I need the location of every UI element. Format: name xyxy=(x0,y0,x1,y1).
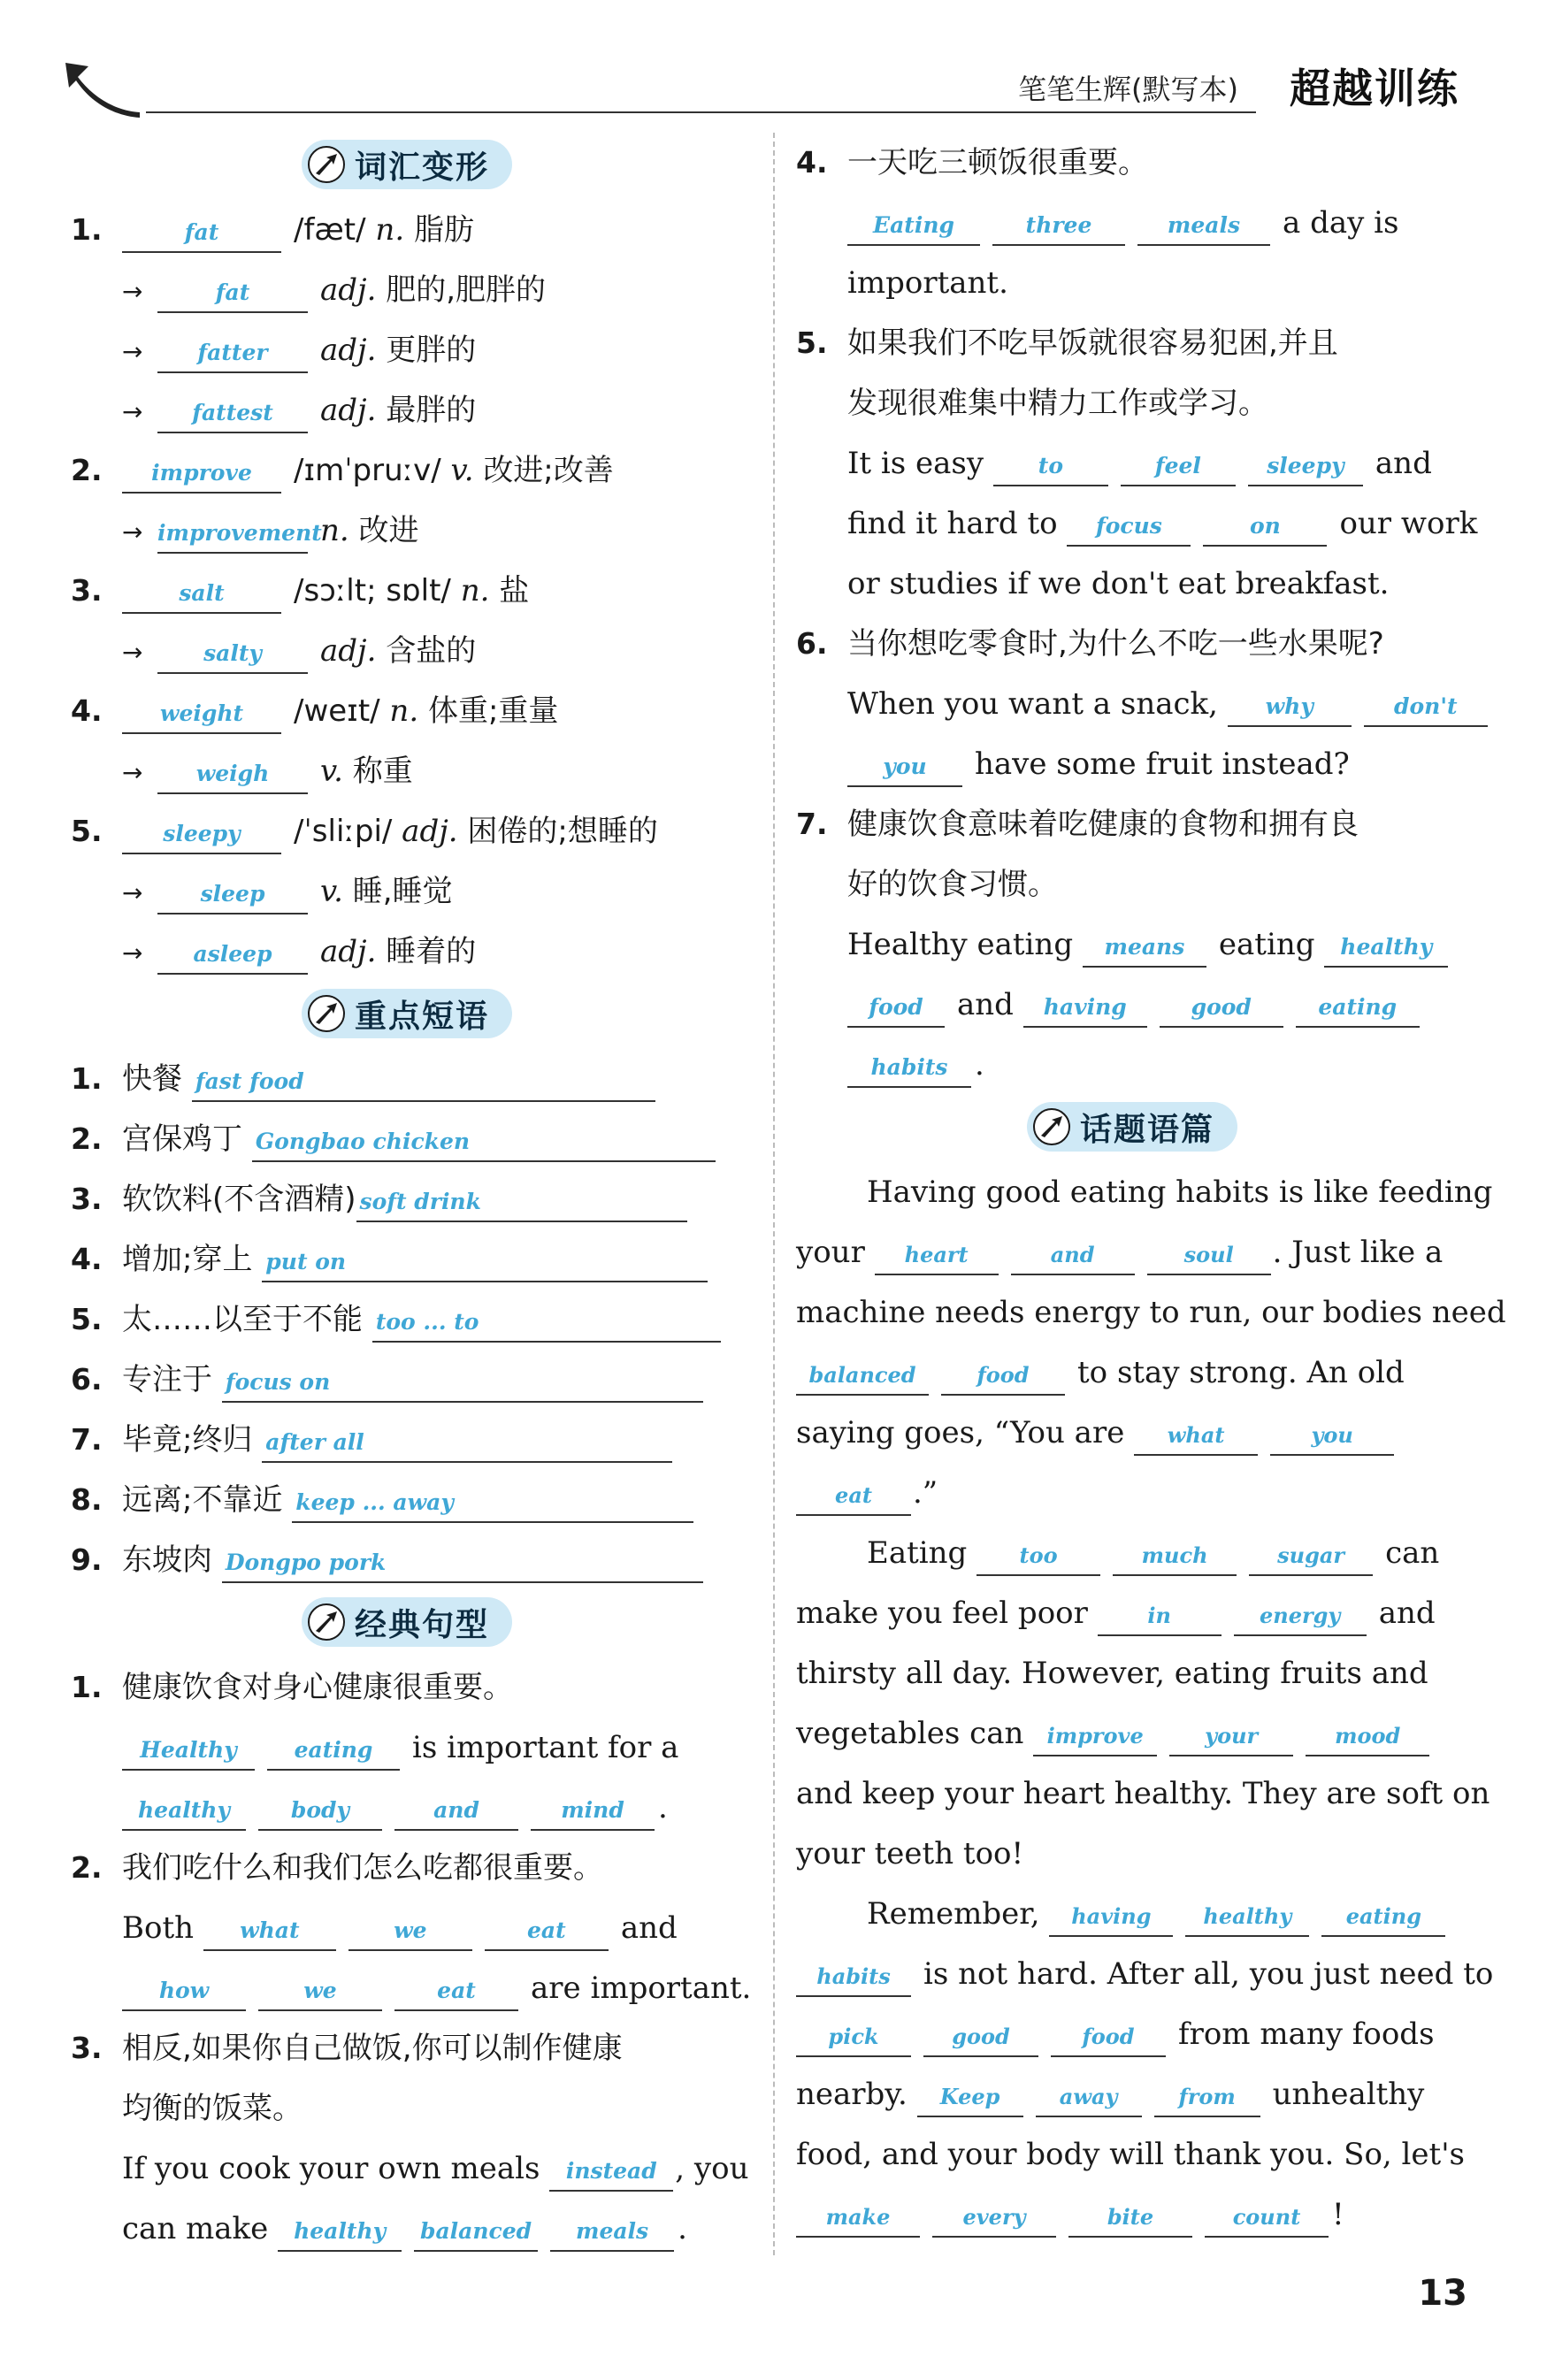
answer-blank[interactable]: too xyxy=(976,1534,1100,1576)
answer-blank[interactable]: keep ... away xyxy=(292,1481,693,1523)
header-rule xyxy=(146,111,1256,113)
sentence-item: 3. 相反,如果你自己做饭,你可以制作健康 xyxy=(71,2031,623,2066)
answer-blank[interactable]: sugar xyxy=(1249,1534,1373,1576)
answer-blank[interactable]: don't xyxy=(1364,685,1488,727)
answer-blank[interactable]: Healthy xyxy=(122,1728,255,1771)
section-title-sentences: 经典句型 xyxy=(71,1596,743,1649)
vocab-derivative: → fatter adj. 更胖的 xyxy=(71,320,743,380)
answer-blank[interactable]: pick xyxy=(796,2015,911,2057)
answer-blank[interactable]: Dongpo pork xyxy=(222,1541,703,1583)
answer-blank[interactable]: weigh xyxy=(157,752,308,794)
vocab-derivative: → fattest adj. 最胖的 xyxy=(71,380,743,440)
answer-blank[interactable]: what xyxy=(1134,1413,1258,1456)
sentence-item: 2. 我们吃什么和我们怎么吃都很重要。 xyxy=(71,1850,603,1886)
answer-blank[interactable]: we xyxy=(348,1909,472,1951)
left-column: 词汇变形 1. fat /fæt/ n. 脂肪 → fat adj. 肥的,肥胖的 → fatter adj. 更胖的 → fattest adj. 最胖的 2. improve /ɪmˈpruːv/ v. 改进;改善 → improvementn. 改进 3. salt /sɔːlt; sɒlt/ n. 盐 → salty adj. 含盐的 4. weight /weɪt/ n. 体重;重量 → weigh v. 称重 5. sleepy /ˈsliːpi/ adj. 困倦的;想睡的 → sleep v. 睡,睡觉 → asleep adj. 睡着的 重点短语 1. 快餐 fast food 2. 宫保鸡丁 Gongbao chicken 3. 软饮料(不含酒精) soft drink 4. 增加;穿上 put on 5. 太……以至于不能 too ... to 6. 专注于 focus on 7. 毕竟;终归 after all 8. 远离;不靠近 keep ... away 9. 东坡肉 Dongpo pork 经典句型 1. 健康饮食对身心健康很重要。 Healthy eating is important for a healthy body and mind . 2. 我们吃什么和我们怎么吃都很重要。 Both what we eat and how we eat are important. 3. 相反,如果你自己做饭,你可以制作健康 均衡的饭菜。 If you cook your own meals instead , you can make healthy balanced meals . xyxy=(71,133,743,2259)
answer-blank[interactable]: and xyxy=(394,1788,518,1831)
arrow-badge-icon xyxy=(1032,1107,1071,1146)
answer-blank[interactable]: how xyxy=(122,1969,246,2011)
answer-blank[interactable]: eat xyxy=(394,1969,518,2011)
answer-blank[interactable]: asleep xyxy=(157,932,308,975)
sentence-item: 4. 一天吃三顿饭很重要。 xyxy=(796,145,1148,180)
series-title: 超越训练 xyxy=(1290,65,1459,112)
answer-blank[interactable]: energy xyxy=(1234,1594,1367,1636)
answer-blank[interactable]: put on xyxy=(262,1240,708,1282)
answer-blank[interactable]: make xyxy=(796,2195,920,2238)
passage-paragraph: Eating too much sugar can make you feel poor in energy and thirsty all day. However, eating fruits and vegetables can improve your mood and keep your heart healthy. They are soft on your teeth too! xyxy=(796,1535,1490,1871)
answer-blank[interactable]: salt xyxy=(122,571,281,614)
phrase-item: 6. 专注于 focus on xyxy=(71,1350,743,1410)
answer-blank[interactable]: habits xyxy=(847,1045,971,1088)
answer-blank[interactable]: why xyxy=(1228,685,1352,727)
right-column: 4. 一天吃三顿饭很重要。 Eating three meals a day is important. 5. 如果我们不吃早饭就很容易犯困,并且 发现很难集中精力工作或学习。 It is easy to feel sleepy and find it hard to focus on our work or studies if we don't eat breakfast. 6. 当你想吃零食时,为什么不吃一些水果呢? When you want a snack, why don't you have some fruit instead? 7. 健康饮食意味着吃健康的食物和拥有良 好的饮食习惯。 Healthy eating means eating healthy food and having good eating habits . 话题语篇 Having good eating habits is like feeding your heart and soul . Just like a machine needs energy to run, our bodies need balanced food to stay strong. An old saying goes, “You are what you eat .” Eating too much sugar can make you feel poor in energy and thirsty all day. However, eating fruits and vegetables can improve your mood and keep your heart healthy. They are soft on your teeth too! Remember, having healthy eating habits is not hard. After all, you just need to pick good food from many foods nearby. Keep away from unhealthy food, and your body will thank you. So, let's make every bite count ! xyxy=(796,133,1468,2245)
arrow-badge-icon xyxy=(307,145,346,184)
answer-blank[interactable]: your xyxy=(1169,1714,1293,1756)
phrase-item: 5. 太……以至于不能 too ... to xyxy=(71,1289,743,1350)
answer-blank[interactable]: eating xyxy=(1296,985,1420,1028)
sentence-item: 1. 健康饮食对身心健康很重要。 xyxy=(71,1670,513,1705)
section-title-phrases: 重点短语 xyxy=(71,987,743,1040)
answer-blank[interactable]: balanced xyxy=(414,2209,538,2252)
answer-blank[interactable]: good xyxy=(1160,985,1283,1028)
phrase-item: 7. 毕竟;终归 after all xyxy=(71,1410,743,1470)
book-title: 笔笔生辉(默写本) xyxy=(1018,73,1238,106)
answer-blank[interactable]: meals xyxy=(1137,203,1270,246)
right-arrow-icon: → xyxy=(122,878,143,907)
answer-blank[interactable]: we xyxy=(258,1969,382,2011)
sentence-item: 5. 如果我们不吃早饭就很容易犯困,并且 xyxy=(796,325,1338,361)
answer-blank[interactable]: three xyxy=(992,203,1125,246)
answer-blank[interactable]: feel xyxy=(1121,444,1236,486)
answer-blank[interactable]: Keep xyxy=(917,2075,1023,2117)
vocab-derivative: → asleep adj. 睡着的 xyxy=(71,922,743,982)
answer-blank[interactable]: after all xyxy=(262,1420,672,1463)
section-title-vocab: 词汇变形 xyxy=(71,138,743,191)
right-arrow-icon: → xyxy=(122,277,143,306)
right-arrow-icon: → xyxy=(122,337,143,366)
answer-blank[interactable]: heart xyxy=(875,1233,999,1275)
answer-blank[interactable]: and xyxy=(1011,1233,1135,1275)
answer-blank[interactable]: means xyxy=(1083,925,1206,968)
vocab-derivative: → salty adj. 含盐的 xyxy=(71,621,743,681)
answer-blank[interactable]: much xyxy=(1113,1534,1237,1576)
answer-blank[interactable]: salty xyxy=(157,631,308,674)
answer-blank[interactable]: eat xyxy=(485,1909,609,1951)
answer-blank[interactable]: good xyxy=(923,2015,1038,2057)
answer-blank[interactable]: mind xyxy=(531,1788,655,1831)
answer-blank[interactable]: fattest xyxy=(157,391,308,433)
answer-blank[interactable]: healthy xyxy=(1185,1894,1309,1937)
column-divider xyxy=(773,133,775,2255)
answer-blank[interactable]: improve xyxy=(122,451,281,494)
phrase-item: 3. 软饮料(不含酒精) soft drink xyxy=(71,1169,743,1229)
sentence-item: 7. 健康饮食意味着吃健康的食物和拥有良 xyxy=(796,807,1359,842)
answer-blank[interactable]: away xyxy=(1036,2075,1142,2117)
answer-blank[interactable]: count xyxy=(1205,2195,1329,2238)
swoosh-arrow-icon xyxy=(62,57,142,119)
right-arrow-icon: → xyxy=(122,938,143,968)
answer-blank[interactable]: having xyxy=(1023,985,1147,1028)
answer-blank[interactable]: focus on xyxy=(222,1360,703,1403)
vocab-derivative: → improvementn. 改进 xyxy=(71,501,743,561)
vocab-item: 4. weight /weɪt/ n. 体重;重量 xyxy=(71,681,743,741)
answer-blank[interactable]: eating xyxy=(267,1728,400,1771)
answer-blank[interactable]: Eating xyxy=(847,203,980,246)
arrow-badge-icon xyxy=(307,994,346,1033)
answer-blank[interactable]: fat xyxy=(157,271,308,313)
vocab-item: 5. sleepy /ˈsliːpi/ adj. 困倦的;想睡的 xyxy=(71,801,743,861)
answer-blank[interactable]: what xyxy=(203,1909,336,1951)
answer-blank[interactable]: from xyxy=(1154,2075,1260,2117)
phrase-item: 8. 远离;不靠近 keep ... away xyxy=(71,1470,743,1530)
answer-blank[interactable]: sleepy xyxy=(122,812,281,854)
answer-blank[interactable]: eat xyxy=(796,1473,911,1516)
vocab-derivative: → weigh v. 称重 xyxy=(71,741,743,801)
answer-blank[interactable]: sleep xyxy=(157,872,308,915)
answer-blank[interactable]: sleepy xyxy=(1248,444,1363,486)
right-arrow-icon: → xyxy=(122,397,143,426)
answer-blank[interactable]: soft drink xyxy=(356,1180,687,1222)
answer-blank[interactable]: eating xyxy=(1321,1894,1445,1937)
answer-blank[interactable]: healthy xyxy=(1324,925,1448,968)
sentence-item: 6. 当你想吃零食时,为什么不吃一些水果呢? xyxy=(796,626,1384,662)
answer-blank[interactable]: improve xyxy=(1033,1714,1157,1756)
answer-blank[interactable]: instead xyxy=(549,2149,673,2192)
phrase-item: 9. 东坡肉 Dongpo pork xyxy=(71,1530,743,1590)
answer-blank[interactable]: bite xyxy=(1068,2195,1192,2238)
page-number: 13 xyxy=(1418,2273,1467,2314)
vocab-derivative: → fat adj. 肥的,肥胖的 xyxy=(71,260,743,320)
answer-blank[interactable]: fatter xyxy=(157,331,308,373)
answer-blank[interactable]: fat xyxy=(122,210,281,253)
passage-paragraph: Remember, having healthy eating habits is not hard. After all, you just need to pick good food from many foods nearby. Keep away from unhealthy food, and your body will thank you. So, let's make every bite count ! xyxy=(796,1884,1468,2245)
vocab-item: 2. improve /ɪmˈpruːv/ v. 改进;改善 xyxy=(71,440,743,501)
answer-blank[interactable]: on xyxy=(1203,504,1327,547)
vocab-item: 1. fat /fæt/ n. 脂肪 xyxy=(71,200,743,260)
vocab-item: 3. salt /sɔːlt; sɒlt/ n. 盐 xyxy=(71,561,743,621)
answer-blank[interactable]: in xyxy=(1098,1594,1222,1636)
answer-blank[interactable]: soul xyxy=(1147,1233,1271,1275)
answer-blank[interactable]: balanced xyxy=(796,1353,929,1396)
answer-blank[interactable]: weight xyxy=(122,692,281,734)
answer-blank[interactable]: food xyxy=(847,985,945,1028)
answer-blank[interactable]: mood xyxy=(1306,1714,1429,1756)
answer-blank[interactable]: every xyxy=(932,2195,1056,2238)
answer-blank[interactable]: body xyxy=(258,1788,382,1831)
answer-blank[interactable]: you xyxy=(847,745,962,787)
answer-blank[interactable]: to xyxy=(993,444,1108,486)
page-header xyxy=(62,53,1459,124)
answer-blank[interactable]: healthy xyxy=(122,1788,246,1831)
phrase-item: 2. 宫保鸡丁 Gongbao chicken xyxy=(71,1109,743,1169)
answer-blank[interactable]: fast food xyxy=(192,1060,655,1102)
answer-blank[interactable]: healthy xyxy=(278,2209,402,2252)
answer-blank[interactable]: too ... to xyxy=(372,1300,721,1343)
phrase-item: 1. 快餐 fast food xyxy=(71,1049,743,1109)
phrase-item: 4. 增加;穿上 put on xyxy=(71,1229,743,1289)
answer-blank[interactable]: you xyxy=(1270,1413,1394,1456)
vocab-derivative: → sleep v. 睡,睡觉 xyxy=(71,861,743,922)
answer-blank[interactable]: focus xyxy=(1067,504,1191,547)
answer-blank[interactable]: improvement xyxy=(157,511,308,554)
answer-blank[interactable]: food xyxy=(1051,2015,1166,2057)
passage-paragraph: Having good eating habits is like feeding your heart and soul . Just like a machine needs energy to run, our bodies need balanced food to stay strong. An old saying goes, “You are what you eat .” xyxy=(796,1162,1468,1523)
right-arrow-icon: → xyxy=(122,638,143,667)
answer-blank[interactable]: habits xyxy=(796,1955,911,1997)
section-title-passage: 话题语篇 xyxy=(796,1100,1468,1153)
arrow-badge-icon xyxy=(307,1603,346,1642)
right-arrow-icon: → xyxy=(122,758,143,787)
answer-blank[interactable]: meals xyxy=(550,2209,674,2252)
answer-blank[interactable]: Gongbao chicken xyxy=(252,1120,716,1162)
answer-blank[interactable]: having xyxy=(1049,1894,1173,1937)
answer-blank[interactable]: food xyxy=(941,1353,1065,1396)
right-arrow-icon: → xyxy=(122,517,143,547)
